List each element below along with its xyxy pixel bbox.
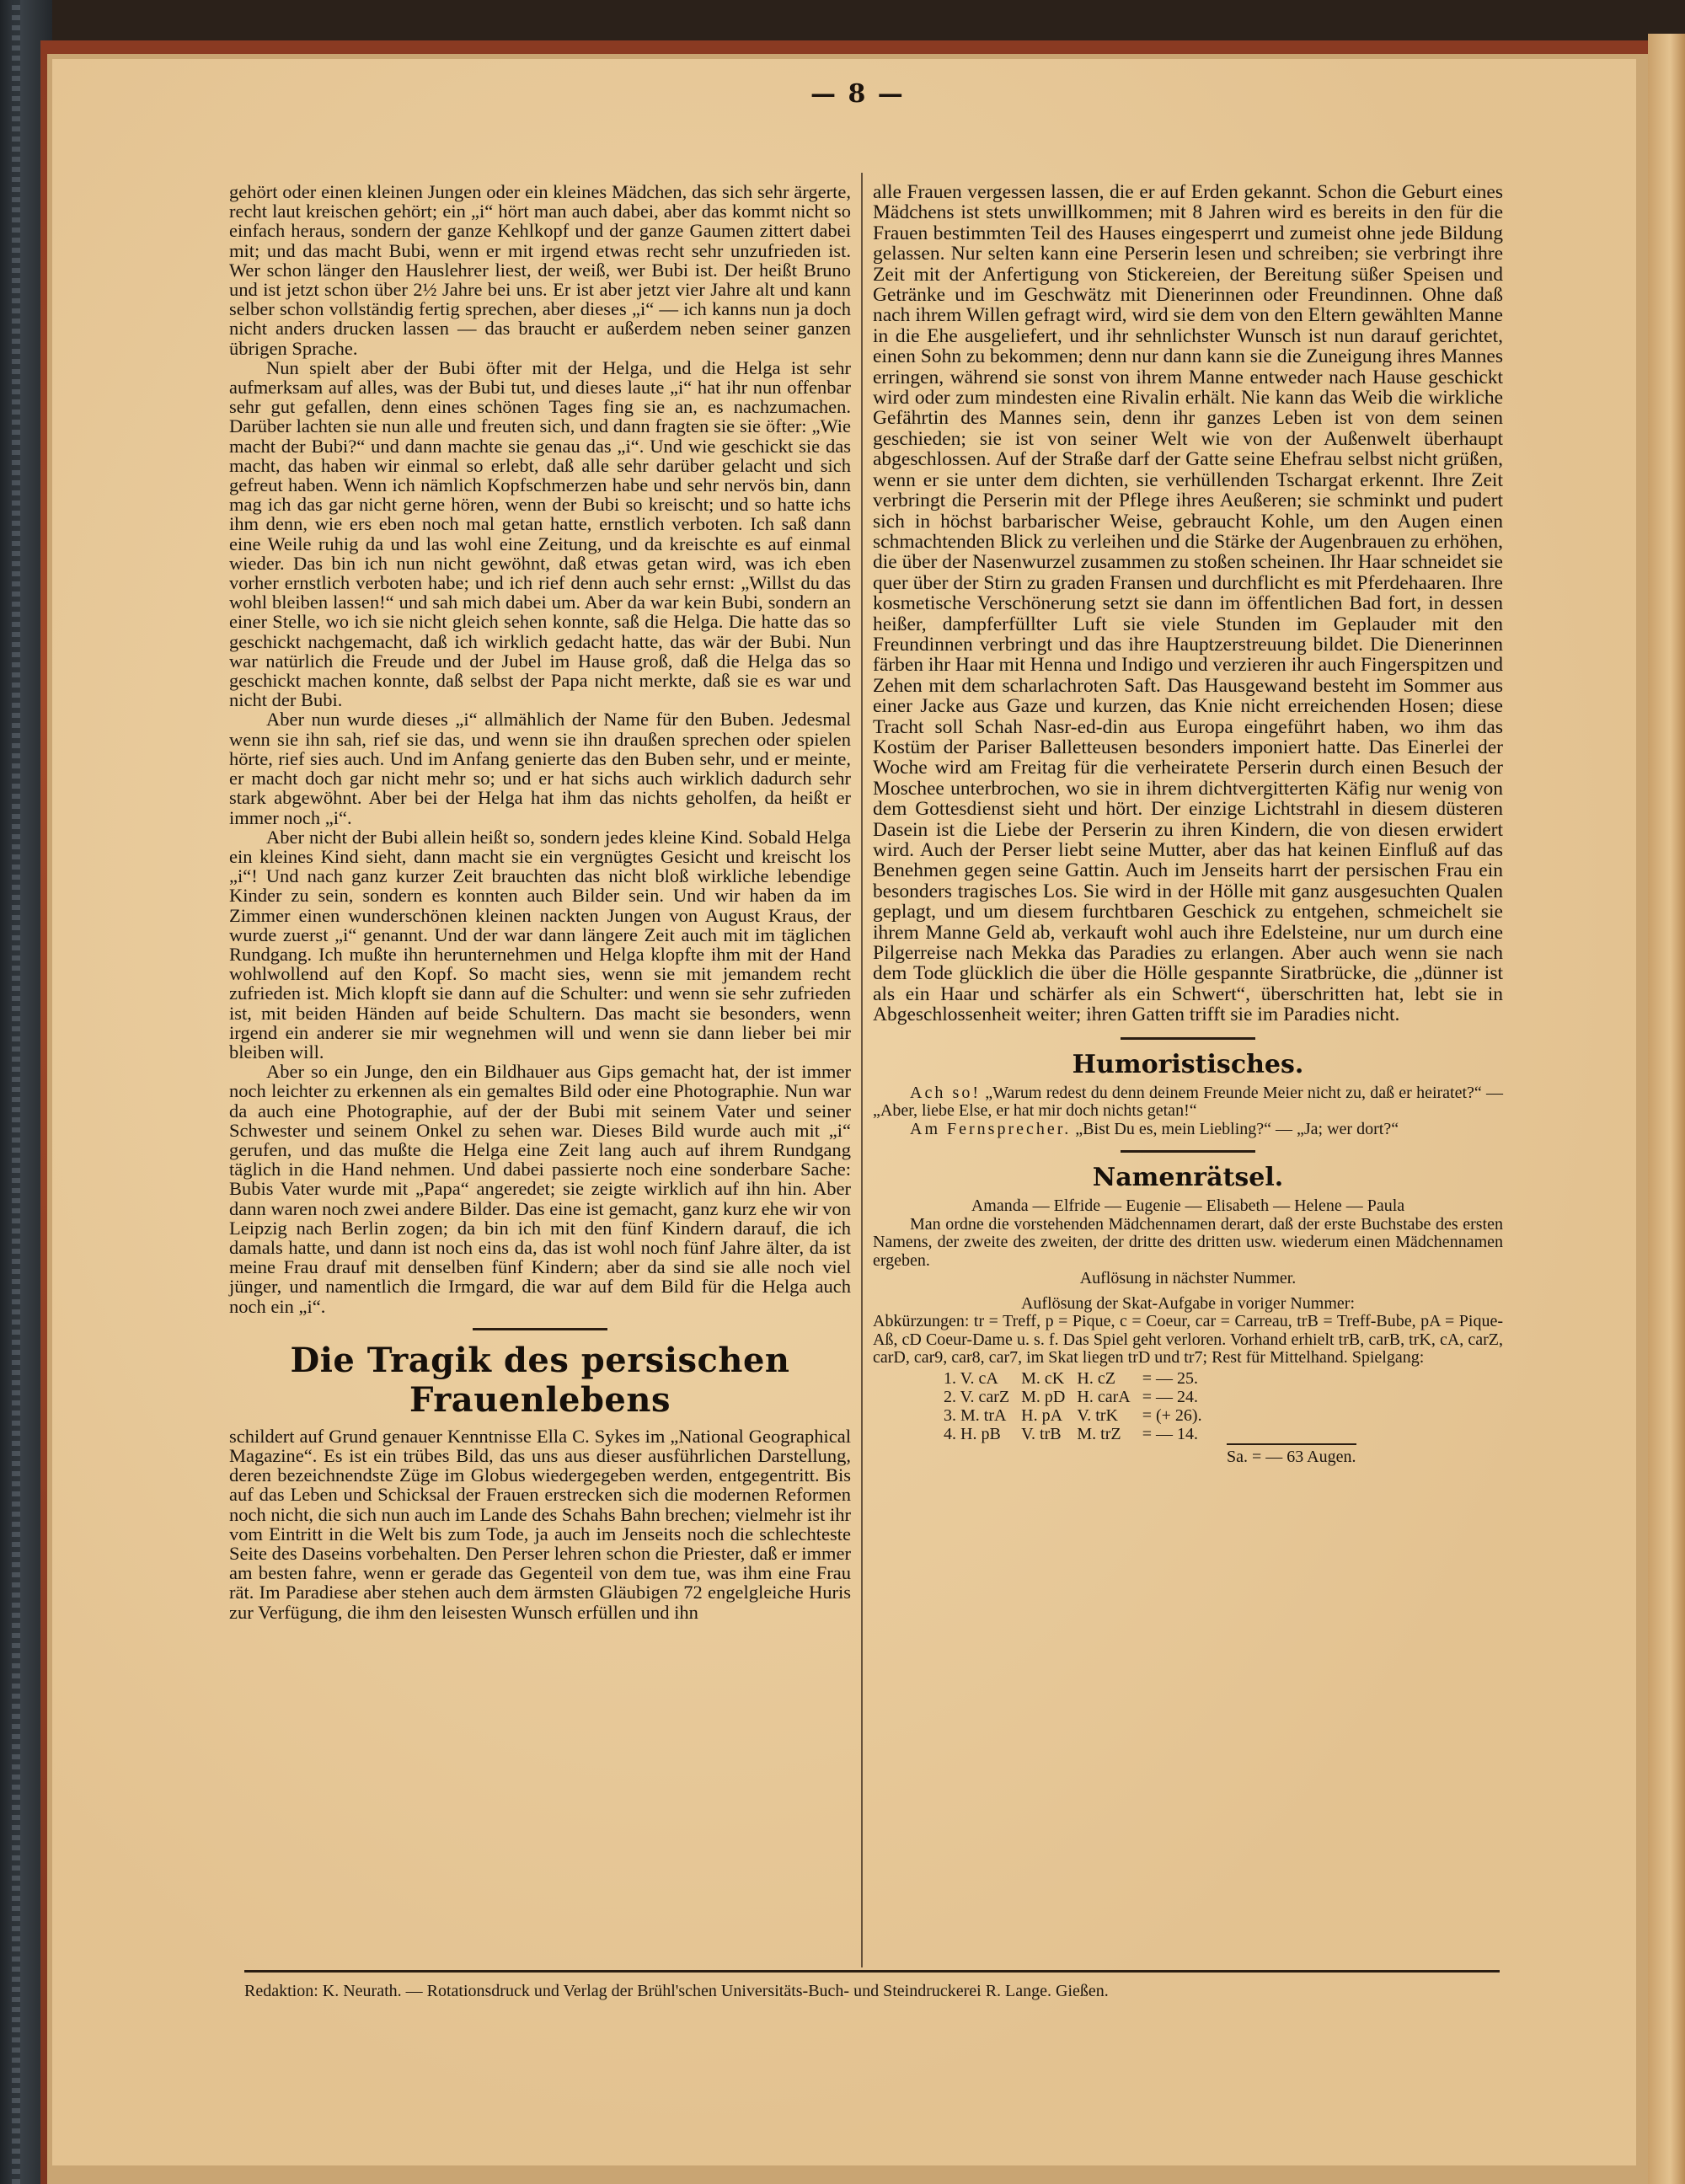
section-separator (1121, 1150, 1255, 1153)
skat-text: Abkürzungen: tr = Treff, p = Pique, c = Coeur, car = Carreau, trB = Treff-Bube, pA = Pique-Aß, cD Coeur-Dame u. s. f. Das Spiel geht verloren. Vorhand erhielt trB, carB, trK, cA, carZ, carD, car9, car8, car7, im Skat liegen trD und tr7; Rest für Mittelhand. Spielgang: (873, 1312, 1503, 1368)
table-cell: 1. V. cA (944, 1368, 998, 1388)
imprint-footer: Redaktion: K. Neurath. — Rotationsdruck und Verlag der Brühl'schen Universitäts-Buch- und Steindruckerei R. Lange. Gießen. (244, 1982, 1109, 2000)
table-cell: M. pD (1021, 1387, 1066, 1406)
table-cell: M. cK (1021, 1368, 1065, 1388)
paragraph: Nun spielt aber der Bubi öfter mit der Helga, und die Helga ist sehr aufmerksam auf alles, was der Bubi tut, und dieses laute „i“ hat ihr nun offenbar sehr gut gefallen, denn eines schönen Tages fing sie an, es nachzumachen. Darüber lachten sie nun alle und freuten sich, und dann fragten sie sie öfter: „Wie macht der Bubi?“ und dann machte sie genau das „i“. Und wie geschickt sie das macht, das haben wir einmal so erlebt, daß alle sehr darüber gelacht und sich gefreut haben. Wenn ich nämlich Kopfschmerzen habe und sehr nervös bin, dann mag ich das gar nicht gerne hören, wenn der Bubi so kreischt; und so hatte ichs ihm denn, wie ers eben noch mal getan hatte, ernstlich verboten. Ich saß dann eine Weile ruhig da und las wohl eine Zeitung, und da kreischte es auf einmal wieder. Das bin ich nun nicht gewöhnt, daß etwas getan wird, was ich eben vorher ernstlich verboten habe; und ich rief denn auch sehr ernst: „Willst du das wohl bleiben lassen!“ und sah mich dabei um. Aber da war kein Bubi, sondern an einer Stelle, wo ich sie nicht gleich sehen konnte, saß die Helga. Die hatte das so geschickt nachgemacht, daß ich wirklich gedacht hatte, das wär der Bubi. Nun war natürlich die Freude und der Jubel im Hause groß, daß die Helga das so geschickt machen konnte, daß selbst der Papa nicht merkte, daß sie es war und nicht der Bubi. (229, 356, 851, 711)
article-continuation: alle Frauen vergessen lassen, die er auf Erden gekannt. Schon die Geburt eines Mädchens ist stets unwillkommen; mit 8 Jahren wird es bereits in den für die Frauen bestimmten Teil des Hauses eingesperrt und zumeist ohne jede Bildung gelassen. Nur selten kann eine Perserin lesen und schreiben; sie verbringt ihre Zeit mit der Anfertigung von Stickereien, der Bereitung süßer Speisen und Getränke und im Geschwätz mit Dienerinnen oder Freundinnen. Ohne daß nach ihrem Willen gefragt wird, wird sie dem von den Eltern gewählten Manne in die Ehe ausgeliefert, und ihr sehnlichster Wunsch ist nun darauf gerichtet, einen Sohn zu bekommen; denn nur dann kann sie die Zuneigung ihres Mannes erringen, während sie sonst von ihrem Manne entweder nach Hause geschickt wird oder zum mindesten eine Rivalin erhält. Nie kann das Weib die wirkliche Gefährtin des Mannes sein, denn ihr ganzes Leben ist von dem seinen geschieden; sie ist von seiner Welt wie von der Außenwelt überhaupt abgeschlossen. Auf der Straße darf der Gatte seine Ehefrau selbst nicht grüßen, wenn er sie unter dem dichten, sie verhüllenden Tschargat erkennt. Ihre Zeit verbringt die Perserin mit der Pflege ihres Aeußeren; sie schminkt und pudert sich in höchst barbarischer Weise, gebraucht Kohle, um den Augen einen schmachtenden Blick zu verleihen und die Stärke der Augenbrauen zu erhöhen, die über der Nasenwurzel zusammen zu stoßen scheinen. Ihr Haar schneidet sie quer über der Stirn zu graden Fransen und durchflicht es mit Pferdehaaren. Ihre kosmetische Verschönerung setzt sie dann im öffentlichen Bad fort, in dessen heißer, dampferfüllter Luft sie viele Stunden im Geplauder mit den Freundinnen verbringt und das ihre Hauptzerstreuung bildet. Die Dienerinnen färben ihr Haar mit Henna und Indigo und verzieren ihr auch Fingerspitzen und Zehen mit dem scharlachroten Saft. Das Hausgewand besteht im Sommer aus einer Jacke aus Gaze und kurzen, das Knie nicht erreichenden Hosen; diese Tracht soll Schah Nasr-ed-din aus Europa eingeführt haben, wo ihm das Kostüm der Pariser Balletteusen besonders imponiert hatte. Das Einerlei der Woche wird am Freitag für die verheiratete Perserin durch einen Besuch der Moschee unterbrochen, wo sie in ihrem dichtvergitterten Käfig nur wenig von dem Gottesdienst sieht und hört. Der einzige Lichtstrahl in diesem düsteren Dasein ist die Liebe der Perserin zu ihren Kindern, die von diesen erwidert wird. Auch der Perser liebt seine Mutter, aber das hat keinen Einfluß auf das Benehmen gegen seine Gattin. Auch im Jenseits harrt der persischen Frau ein besonders tragisches Los. Sie wird in der Hölle mit ganz ausgesuchten Qualen geplagt, und um diesem furchtbaren Geschick zu entgehen, schmeichelt sie ihrem Manne Geld ab, verkauft wohl auch ihre Edelsteine, nur um durch eine Pilgerreise nach Mekka das Paradies zu erlangen. Aber auch wenn sie nach dem Tode glücklich die über die Hölle gespannte Siratbrücke, die „dünner ist als ein Haar und schärfer als ein Schwert“, überschritten hat, lebt sie in Abgeschlossenheit weiter; ihren Gatten trifft sie im Paradies nicht. (873, 181, 1503, 1026)
table-cell: 2. V. carZ (944, 1387, 1010, 1406)
table-cell: = — 24. (1142, 1387, 1198, 1406)
article-text: schildert auf Grund genauer Kenntnisse Ella C. Sykes im „National Geographical Magazine“. Es ist ein trübes Bild, das uns aus dieser ausführlichen Darstellung, deren bezeichnendste Züge im Globus wiedergegeben werden, entgegentritt. Bis auf das Leben und Schicksal der Frauen erstrecken sich die modernen Reformen noch nicht, die sich nun auch im Lande des Schahs Bahn brechen; vielmehr ist ihr vom Eintritt in die Welt bis zum Tode, ja auch im Jenseits noch die schlechteste Seite des Daseins vorbehalten. Den Perser lehren schon die Priester, daß er immer am besten fahre, wenn er gerade das Gegenteil von dem tue, was ihm eine Frau rät. Im Paradiese aber stehen auch dem ärmsten Gläubigen 72 engelgleiche Huris zur Verfügung, die ihm den leisesten Wunsch erfüllen und ihn (229, 1425, 851, 1623)
paragraph: Aber nicht der Bubi allein heißt so, sondern jedes kleine Kind. Sobald Helga ein kleines Kind sieht, dann macht sie ein vergnügtes Gesicht und kreischt los „i“! Und nach ganz kurzer Zeit brauchten das nicht bloß wirkliche lebendige Kinder zu sein, sondern es konnten auch Bilder sein. Und wir haben da im Zimmer einen wunderschönen kleinen nackten Jungen von August Kraus, der wurde zuerst „i“ genannt. Und der war dann längere Zeit auch mit im täglichen Rundgang. Ich mußte ihn herunternehmen und Helga klopfte ihm mit der Hand wohlwollend auf den Kopf. So macht sies, wenn sie mit jemandem recht zufrieden ist. Mich klopft sie dann auf die Schulter: und wenn sie sehr zufrieden ist, mit beiden Händen auf beide Schultern. Das macht sie besonders, wenn irgend ein anderer sie mir wegnehmen will und wenn sie dann lieber bei mir bleiben will. (229, 826, 851, 1063)
paragraph: Aber nun wurde dieses „i“ allmählich der Name für den Buben. Jedesmal wenn sie ihn sah, rief sie das, und wenn sie ihn draußen sprechen oder spielen hörte, rief sies auch. Und im Anfang genierte das den Buben sehr, und er meinte, er macht doch gar nicht mehr so; und er hat sichs auch wirklich dadurch sehr stark abgewöhnt. Aber bei der Helga hat ihm das nichts geholfen, da heißt er immer noch „i“. (229, 709, 851, 828)
table-row (944, 1406, 1214, 1425)
table-cell: = (+ 26). (1142, 1405, 1202, 1425)
column-rule (861, 173, 863, 1967)
left-column (229, 182, 851, 1622)
table-cell: V. trB (1021, 1424, 1062, 1443)
page-number: — 8 — (810, 79, 905, 109)
table-cell: H. pA (1021, 1405, 1063, 1425)
riddle-solution-note: Auflösung in nächster Nummer. (1079, 1269, 1297, 1288)
table-cell: H. cZ (1077, 1368, 1115, 1388)
table-cell: V. trK (1077, 1405, 1118, 1425)
humor-lead: Ach so! (910, 1083, 981, 1102)
table-row (944, 1425, 1214, 1443)
section-separator (473, 1328, 607, 1330)
table-cell: M. trZ (1077, 1424, 1121, 1443)
footer-rule (244, 1970, 1500, 1973)
paragraph: Aber so ein Junge, den ein Bildhauer aus Gips gemacht hat, der ist immer noch leichter zu erkennen als ein gemaltes Bild oder eine Photographie. Nun war da auch eine Photographie, auf der der Bubi mit seinem Vater und seiner Schwester und seinem Onkel zu sehen war. Dieses Bild wurde auch mit „i“ gerufen, und das mußte die Helga eine Zeit lang auch auf ihrem Rundgang täglich in die Hand nehmen. Und dabei passierte noch eine sonderbare Sache: Bubis Vater wurde mit „Papa“ angeredet; sie zeigte wirklich auf ihn hin. Aber dann waren noch zwei andere Bilder. Das eine ist gemacht, ganz kurz ehe wir von Leipzig nach Berlin zogen; da bin ich mit den fünf Kindern darauf, die ich damals hatte, und dann ist noch eins da, das ist wohl noch fünf Jahre älter, da ist meine Frau drauf mit denselben fünf Kindern; aber da sind sie alle noch viel jünger, und namentlich die Irmgard, die war auf dem Bild für die Helga auch noch ein „i“. (229, 1061, 851, 1317)
riddle-text: Man ordne die vorstehenden Mädchennamen derart, daß der erste Buchstabe des ersten Namens, der zweite des zweiten, der dritte des dritten usw. wiederum einen Mädchennamen ergeben. (873, 1214, 1503, 1270)
table-cell: 3. M. trA (944, 1405, 1007, 1425)
humor-title: Humoristisches. (1072, 1049, 1304, 1079)
humor-item (873, 1121, 1503, 1139)
table-cell: = — 25. (1142, 1368, 1198, 1388)
article-title: Die Tragik des persischen Frauenlebens (290, 1340, 790, 1420)
table-row (944, 1369, 1214, 1388)
humor-item (873, 1084, 1503, 1121)
humor-lead: Am Fernsprecher. (910, 1119, 1072, 1138)
humor-text: „Warum redest du denn deinem Freunde Meier nicht zu, daß er heiratet?“ — „Aber, liebe Else, er hat mir doch nichts getan!“ (873, 1083, 1504, 1121)
riddle-names: Amanda — Elfride — Eugenie — Elisabeth — Helene — Paula (971, 1196, 1405, 1216)
binding-stripe (12, 0, 20, 2184)
next-page-edge (1648, 34, 1685, 2184)
humor-text: „Bist Du es, mein Liebling?“ — „Ja; wer dort?“ (1075, 1119, 1399, 1138)
riddle-title: Namenrätsel. (1092, 1163, 1284, 1193)
skat-title: Auflösung der Skat-Aufgabe in voriger Nummer: (1020, 1293, 1355, 1313)
table-cell: 4. H. pB (944, 1424, 1001, 1443)
table-cell: = — 14. (1142, 1424, 1198, 1443)
table-row (944, 1388, 1214, 1406)
section-separator (1121, 1037, 1255, 1040)
skat-sum: Sa. = — 63 Augen. (1227, 1443, 1356, 1467)
paragraph: gehört oder einen kleinen Jungen oder ein kleines Mädchen, das sich sehr ärgerte, recht laut kreischen gehört; ein „i“ hört man auch dabei, aber das kommt nicht so einfach heraus, sondern der ganze Kehlkopf und der ganze Gaumen zittert dabei mit; und das macht Bubi, wenn er mit irgend etwas recht sehr unzufrieden ist. Wer schon länger den Hauslehrer liest, der weiß, wer Bubi ist. Der heißt Bruno und ist jetzt schon über 2½ Jahre bei uns. Er ist aber jetzt vier Jahre alt und kann selber schon vollständig fertig sprechen, aber dieses „i“ — ich kanns nun ja doch nicht anders drucken lassen — das braucht er außerdem neben seiner ganzen übrigen Sprache. (229, 181, 851, 359)
skat-moves-table (944, 1369, 1214, 1443)
right-column (873, 182, 1503, 1467)
table-cell: H. carA (1077, 1387, 1131, 1406)
